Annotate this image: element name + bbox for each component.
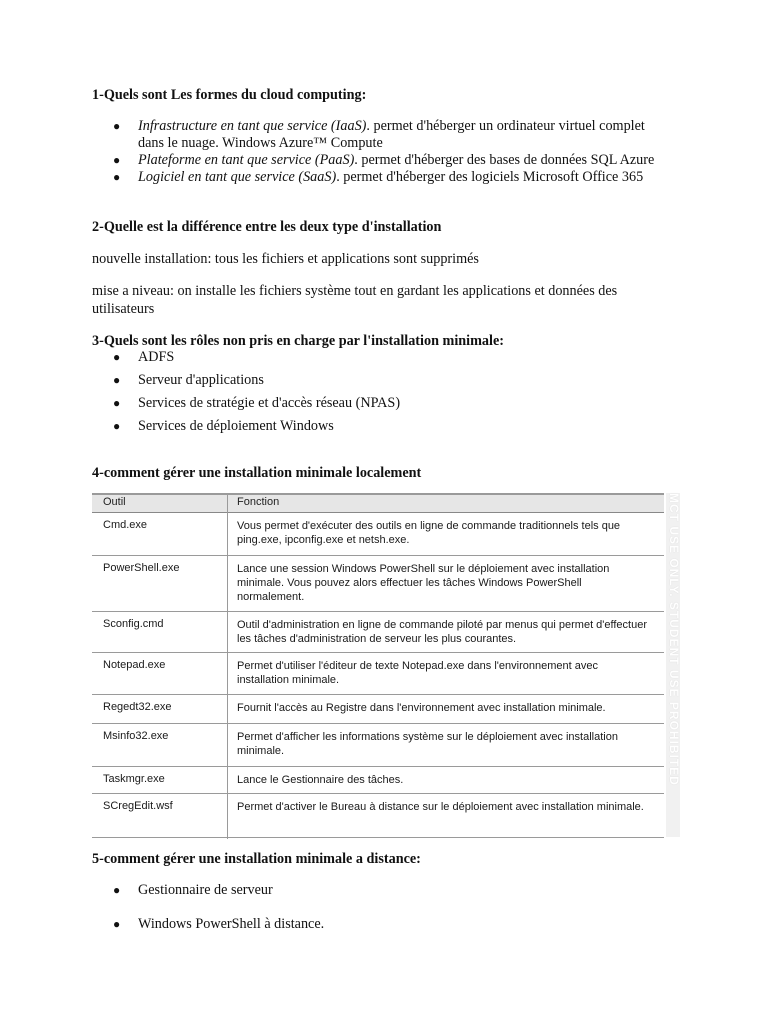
table-row: Taskmgr.exe Lance le Gestionnaire des tâches. (92, 767, 664, 794)
bullet-icon: ● (113, 119, 121, 133)
list-item: ● Services de déploiement Windows (113, 418, 334, 434)
list-item: ● Infrastructure en tant que service (IaaS). permet d'héberger un ordinateur virtuel complet dans le nuage. Windows Azure™ Compute (113, 118, 645, 151)
bullet-icon: ● (113, 419, 121, 433)
list-item: ● Services de stratégie et d'accès réseau (NPAS) (113, 395, 401, 411)
watermark-strip (666, 493, 680, 837)
q3-heading: 3-Quels sont les rôles non pris en charge par l'installation minimale: (92, 333, 504, 349)
list-item: ● Plateforme en tant que service (PaaS). permet d'héberger des bases de données SQL Azure (113, 152, 655, 168)
table-row: SCregEdit.wsf Permet d'activer le Bureau à distance sur le déploiement avec installation minimale. (92, 794, 664, 838)
q4-heading: 4-comment gérer une installation minimale localement (92, 465, 422, 481)
list-item: ● Windows PowerShell à distance. (113, 916, 325, 932)
q3-list (113, 349, 673, 435)
q1-heading: 1-Quels sont Les formes du cloud computing: (92, 87, 367, 103)
table-row: Sconfig.cmd Outil d'administration en ligne de commande piloté par menus qui permet d'effectuer les tâches d'administration de serveur les plus courantes. (92, 612, 664, 653)
column-divider (227, 495, 228, 839)
bullet-icon: ● (113, 917, 121, 931)
q5-heading: 5-comment gérer une installation minimale a distance: (92, 851, 421, 867)
q1-list (113, 118, 673, 186)
table-header (92, 495, 664, 513)
list-item: ● Serveur d'applications (113, 372, 264, 388)
list-item: ● Logiciel en tant que service (SaaS). permet d'héberger des logiciels Microsoft Office 365 (113, 169, 644, 185)
q2-paragraph-2: mise a niveau: on installe les fichiers système tout en gardant les applications et données des utilisateurs (92, 283, 618, 317)
tools-table (92, 493, 664, 839)
bullet-icon: ● (113, 373, 121, 387)
table-row: Regedt32.exe Fournit l'accès au Registre dans l'environnement avec installation minimale. (92, 695, 664, 724)
bullet-icon: ● (113, 170, 121, 184)
list-item: ● ADFS (113, 349, 175, 365)
bullet-icon: ● (113, 396, 121, 410)
bullet-icon: ● (113, 350, 121, 364)
q2-paragraph-1: nouvelle installation: tous les fichiers et applications sont supprimés (92, 251, 479, 267)
header-outil: Outil (103, 496, 126, 508)
table-row: PowerShell.exe Lance une session Windows PowerShell sur le déploiement avec installation minimale. Vous pouvez alors effectuer les tâches Windows PowerShell normalement. (92, 556, 664, 612)
watermark-text: MCT USE ONLY. STUDENT USE PROHIBITED (667, 493, 681, 786)
list-item: ● Gestionnaire de serveur (113, 882, 273, 898)
q2-heading: 2-Quelle est la différence entre les deux type d'installation (92, 219, 442, 235)
table-row: Notepad.exe Permet d'utiliser l'éditeur de texte Notepad.exe dans l'environnement avec installation minimale. (92, 653, 664, 695)
header-fonction: Fonction (237, 496, 280, 508)
table-row: Cmd.exe Vous permet d'exécuter des outils en ligne de commande traditionnels tels que ping.exe, ipconfig.exe et netsh.exe. (92, 513, 664, 556)
table-row: Msinfo32.exe Permet d'afficher les informations système sur le déploiement avec installation minimale. (92, 724, 664, 767)
q5-list (113, 882, 673, 933)
bullet-icon: ● (113, 883, 121, 897)
bullet-icon: ● (113, 153, 121, 167)
